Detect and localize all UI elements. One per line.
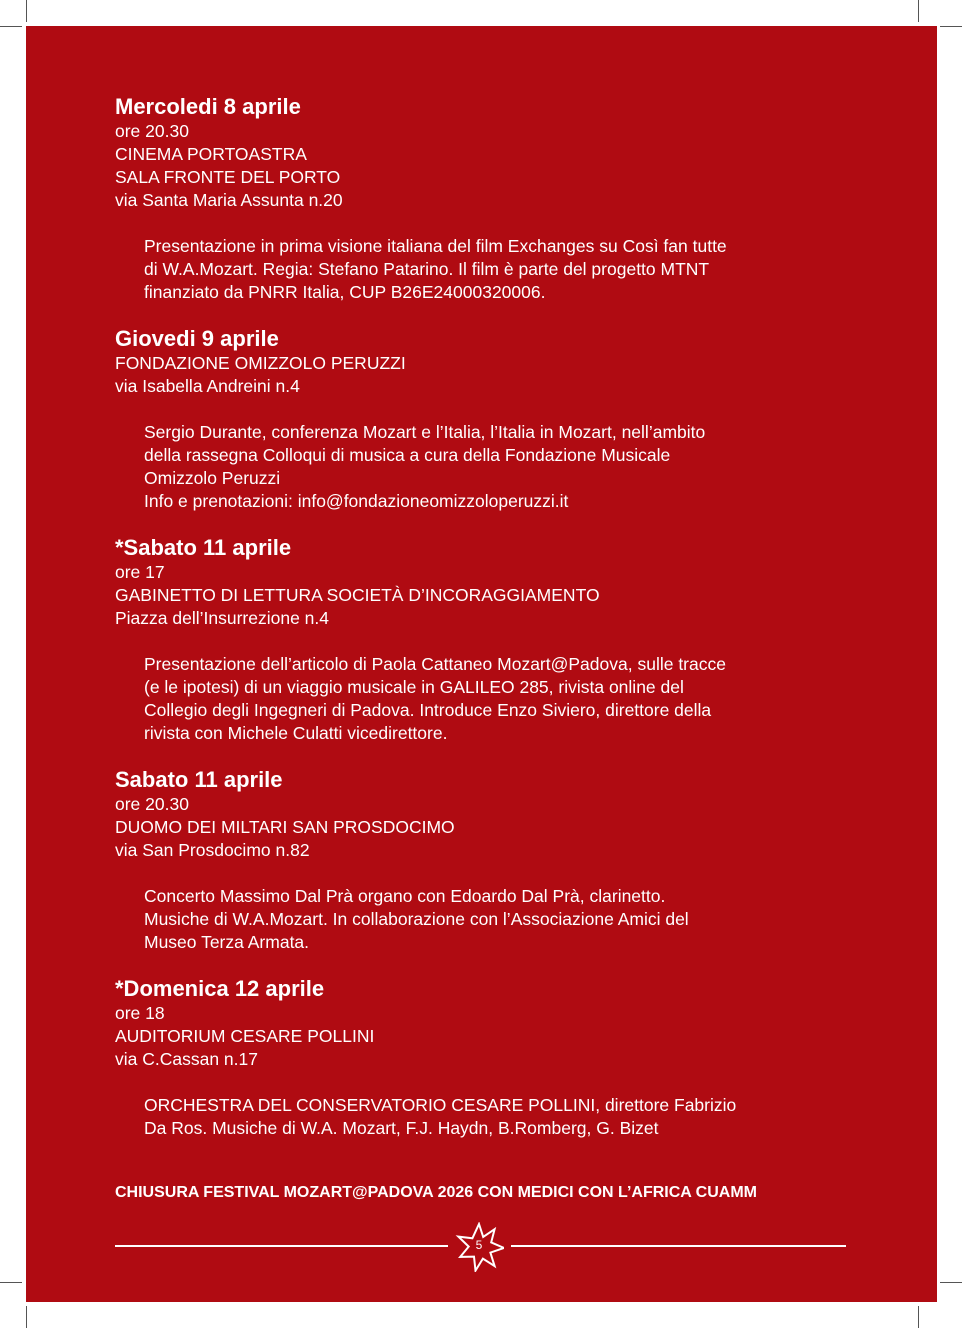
event-address: via Isabella Andreini n.4 xyxy=(115,376,300,396)
description-line: Museo Terza Armata. xyxy=(144,932,310,952)
event-time: ore 20.30 xyxy=(115,794,189,814)
event-title: *Sabato 11 aprile xyxy=(115,535,292,560)
page-number: 5 xyxy=(475,1238,483,1252)
event-venue: GABINETTO DI LETTURA SOCIETÀ D’INCORAGGIAMENTO xyxy=(115,585,600,605)
program-page xyxy=(26,26,937,1302)
event-description xyxy=(115,885,875,954)
crop-mark xyxy=(26,1306,27,1328)
crop-mark xyxy=(0,26,22,27)
event-description xyxy=(115,421,875,513)
footer-rule-left xyxy=(115,1245,448,1247)
description-line: Da Ros. Musiche di W.A. Mozart, F.J. Haydn, B.Romberg, G. Bizet xyxy=(144,1118,659,1138)
events-list xyxy=(115,94,875,1140)
event-item xyxy=(115,326,875,513)
event-venue: DUOMO DEI MILTARI SAN PROSDOCIMO xyxy=(115,817,455,837)
description-line: Info e prenotazioni: info@fondazioneomizzoloperuzzi.it xyxy=(144,491,569,511)
description-line: Omizzolo Peruzzi xyxy=(144,468,281,488)
event-description xyxy=(115,1094,875,1140)
description-line: ORCHESTRA DEL CONSERVATORIO CESARE POLLINI, direttore Fabrizio xyxy=(144,1095,737,1115)
crop-mark xyxy=(918,0,919,22)
crop-mark xyxy=(940,1282,962,1283)
crop-mark xyxy=(940,26,962,27)
event-description xyxy=(115,653,875,745)
event-venue-room: SALA FRONTE DEL PORTO xyxy=(115,167,341,187)
description-line: di W.A.Mozart. Regia: Stefano Patarino. Il film è parte del progetto MTNT xyxy=(144,259,710,279)
description-line: Concerto Massimo Dal Prà organo con Edoardo Dal Prà, clarinetto. xyxy=(144,886,666,906)
event-item xyxy=(115,767,875,954)
footer-rule-right xyxy=(511,1245,846,1247)
closing-banner: CHIUSURA FESTIVAL MOZART@PADOVA 2026 CON MEDICI CON L’AFRICA CUAMM xyxy=(115,1184,757,1201)
event-title: Sabato 11 aprile xyxy=(115,767,283,792)
event-item xyxy=(115,976,875,1140)
event-item xyxy=(115,94,875,304)
event-title: Giovedi 9 aprile xyxy=(115,326,279,351)
crop-mark xyxy=(26,0,27,22)
event-venue: AUDITORIUM CESARE POLLINI xyxy=(115,1026,375,1046)
event-address: via San Prosdocimo n.82 xyxy=(115,840,310,860)
description-line: Sergio Durante, conferenza Mozart e l’Italia, l’Italia in Mozart, nell’ambito xyxy=(144,422,706,442)
description-line: Presentazione dell’articolo di Paola Cattaneo Mozart@Padova, sulle tracce xyxy=(144,654,726,674)
event-description xyxy=(115,235,875,304)
description-line: finanziato da PNRR Italia, CUP B26E24000320006. xyxy=(144,282,546,302)
crop-mark xyxy=(0,1282,22,1283)
event-title: Mercoledi 8 aprile xyxy=(115,94,301,119)
description-line: Musiche di W.A.Mozart. In collaborazione con l’Associazione Amici del xyxy=(144,909,689,929)
description-line: Collegio degli Ingegneri di Padova. Introduce Enzo Siviero, direttore della xyxy=(144,700,712,720)
event-item xyxy=(115,535,875,745)
description-line: della rassegna Colloqui di musica a cura della Fondazione Musicale xyxy=(144,445,671,465)
event-time: ore 18 xyxy=(115,1003,165,1023)
event-address: via C.Cassan n.17 xyxy=(115,1049,258,1069)
event-title: *Domenica 12 aprile xyxy=(115,976,325,1001)
description-line: (e le ipotesi) di un viaggio musicale in GALILEO 285, rivista online del xyxy=(144,677,684,697)
event-address: Piazza dell’Insurrezione n.4 xyxy=(115,608,330,628)
event-venue: FONDAZIONE OMIZZOLO PERUZZI xyxy=(115,353,406,373)
description-line: Presentazione in prima visione italiana del film Exchanges su Così fan tutte xyxy=(144,236,727,256)
event-address: via Santa Maria Assunta n.20 xyxy=(115,190,343,210)
event-venue: CINEMA PORTOASTRA xyxy=(115,144,307,164)
description-line: rivista con Michele Culatti vicedirettore. xyxy=(144,723,448,743)
crop-mark xyxy=(918,1306,919,1328)
event-time: ore 20.30 xyxy=(115,121,189,141)
event-time: ore 17 xyxy=(115,562,165,582)
